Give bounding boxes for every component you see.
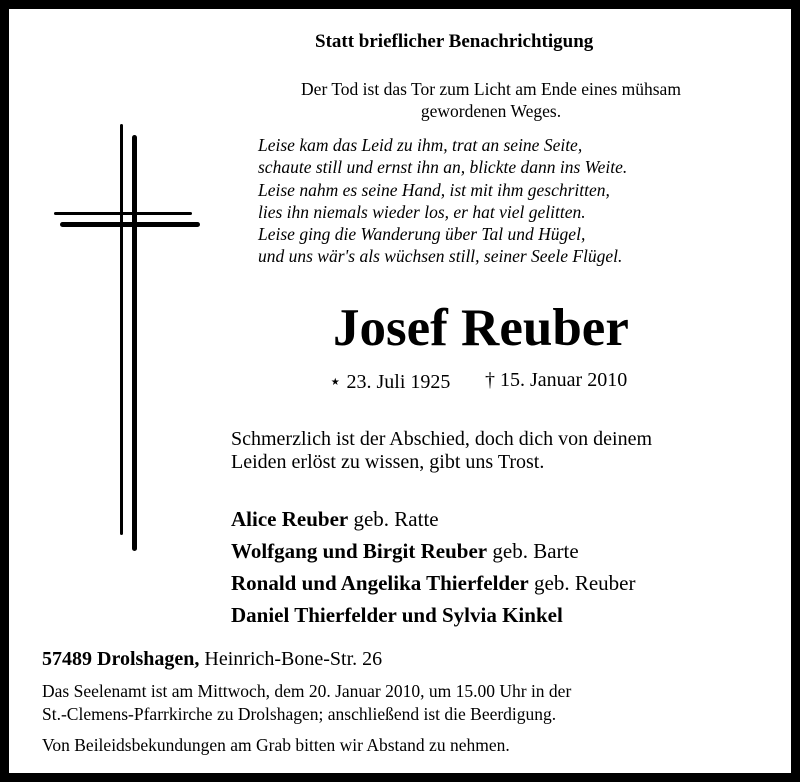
deceased-name: Josef Reuber xyxy=(333,299,629,357)
consolation-line: Leiden erlöst zu wissen, gibt uns Trost. xyxy=(231,451,545,473)
motto-line-1: Der Tod ist das Tor zum Licht am Ende eines mühsam xyxy=(301,79,681,99)
mourner: Ronald und Angelika Thierfelder geb. Reuber xyxy=(231,571,636,595)
poem-line: Leise ging die Wanderung über Tal und Hügel, xyxy=(258,224,586,245)
birth-date: ⋆ 23. Juli 1925 xyxy=(329,371,451,393)
poem-line: schaute still und ernst ihn an, blickte dann ins Weite. xyxy=(258,157,628,178)
poem-line: Leise kam das Leid zu ihm, trat an seine Seite, xyxy=(258,135,583,155)
mourner: Daniel Thierfelder und Sylvia Kinkel xyxy=(231,603,563,627)
mourner: Alice Reuber geb. Ratte xyxy=(231,507,439,531)
service-line: Das Seelenamt ist am Mittwoch, dem 20. Januar 2010, um 15.00 Uhr in der xyxy=(42,681,572,701)
mourners-list xyxy=(231,503,635,631)
death-date: † 15. Januar 2010 xyxy=(485,369,628,391)
service-info xyxy=(42,680,571,726)
motto-line-2: gewordenen Weges. xyxy=(420,101,562,121)
service-line: St.-Clemens-Pfarrkirche zu Drolshagen; anschließend ist die Beerdigung. xyxy=(42,704,557,724)
condolence-note: Von Beileidsbekundungen am Grab bitten wir Abstand zu nehmen. xyxy=(42,735,510,755)
poem-line: lies ihn niemals wieder los, er hat viel gelitten. xyxy=(258,201,586,222)
poem xyxy=(258,134,627,268)
mourner: Wolfgang und Birgit Reuber geb. Barte xyxy=(231,539,579,563)
address: 57489 Drolshagen, Heinrich-Bone-Str. 26 xyxy=(42,648,383,670)
poem-line: und uns wär's als wüchsen still, seiner Seele Flügel. xyxy=(258,246,623,267)
consolation-line: Schmerzlich ist der Abschied, doch dich von deinem xyxy=(231,428,653,450)
consolation xyxy=(231,428,652,474)
header: Statt brieflicher Benachrichtigung xyxy=(315,31,594,52)
poem-line: Leise nahm es seine Hand, ist mit ihm geschritten, xyxy=(258,179,610,200)
